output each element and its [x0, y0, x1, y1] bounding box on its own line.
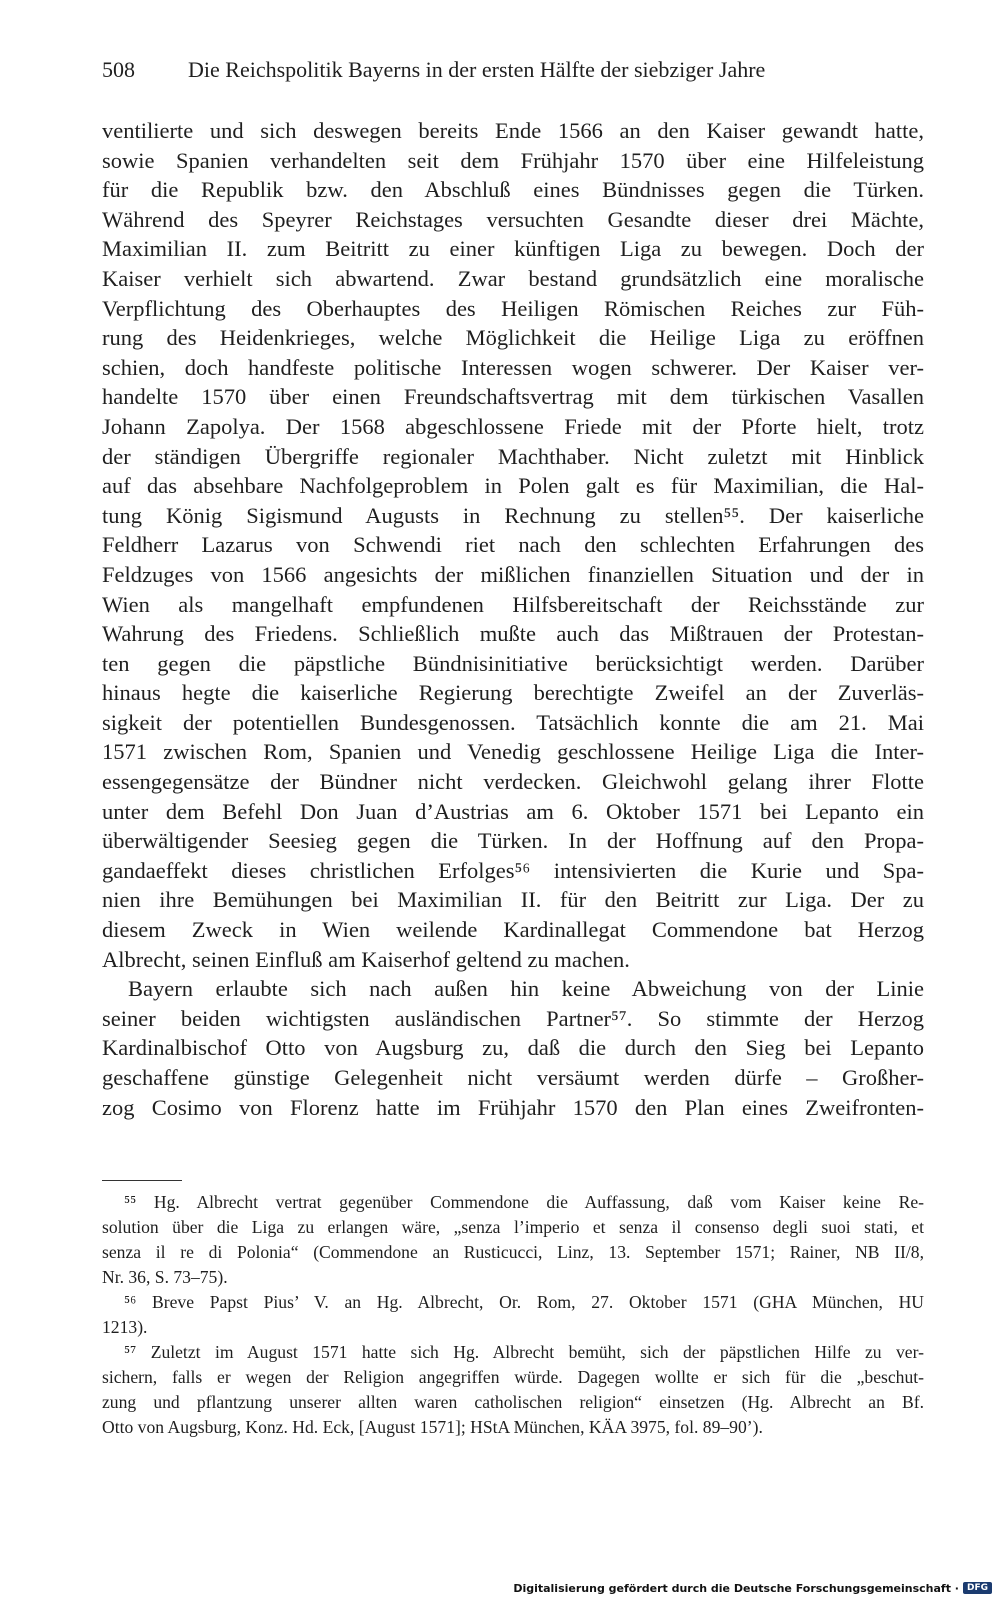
body-text: [102, 116, 924, 1122]
body-line: Kaiser verhielt sich abwartend. Zwar bestand grundsätzlich eine moralische: [102, 265, 924, 291]
body-line: tung König Sigismund Augusts in Rechnung zu stellen⁵⁵. Der kaiserliche: [102, 502, 924, 528]
footnote-line: ⁵⁶ Breve Papst Pius’ V. an Hg. Albrecht, Or. Rom, 27. Oktober 1571 (GHA München, HU: [124, 1292, 924, 1312]
body-line: Bayern erlaubte sich nach außen hin keine Abweichung von der Linie: [128, 976, 924, 1002]
footnote-line: zung und pflantzung unserer allten waren catholischen religion“ einsetzen (Hg. Albrecht an Bf.: [102, 1392, 924, 1412]
footnote-line: 1213).: [102, 1317, 148, 1337]
dfg-logo-icon: DFG: [963, 1582, 992, 1594]
page-number: 508: [102, 57, 135, 82]
body-line: 1571 zwischen Rom, Spanien und Venedig geschlossene Heilige Liga die Inter-: [102, 739, 924, 765]
body-line: schien, doch handfeste politische Interessen wogen schwerer. Der Kaiser ver-: [102, 354, 924, 380]
body-line: ventilierte und sich deswegen bereits Ende 1566 an den Kaiser gewandt hatte,: [102, 118, 924, 143]
footnote-line: solution über die Liga zu erlangen wäre, „senza l’imperio et senza il consenso degli suoi stati, et: [102, 1217, 924, 1237]
running-title: Die Reichspolitik Bayerns in der ersten Hälfte der siebziger Jahre: [188, 57, 766, 82]
body-line: nien ihre Bemühungen bei Maximilian II. für den Beitritt zur Liga. Der zu: [102, 887, 924, 913]
body-line: Kardinalbischof Otto von Augsburg zu, daß die durch den Sieg bei Lepanto: [102, 1035, 924, 1061]
footnote-line: Nr. 36, S. 73–75).: [102, 1267, 228, 1287]
footnote-line: senza il re di Polonia“ (Commendone an Rusticucci, Linz, 13. September 1571; Rainer, NB II/8,: [102, 1242, 924, 1262]
digitization-credit: [513, 1578, 992, 1598]
body-line: sigkeit der potentiellen Bundesgenossen. Tatsächlich konnte die am 21. Mai: [102, 709, 924, 735]
footnote-line: sichern, falls er wegen der Religion angegriffen würde. Dagegen wollte er sich für die „beschut-: [102, 1367, 924, 1387]
body-line: handelte 1570 über einen Freundschaftsvertrag mit dem türkischen Vasallen: [102, 384, 924, 410]
body-line: der ständigen Übergriffe regionaler Machthaber. Nicht zuletzt mit Hinblick: [102, 443, 924, 469]
body-line: zog Cosimo von Florenz hatte im Frühjahr 1570 den Plan eines Zweifronten-: [102, 1094, 924, 1120]
body-line: Wahrung des Friedens. Schließlich mußte auch das Mißtrauen der Protestan-: [102, 621, 924, 647]
body-line: Johann Zapolya. Der 1568 abgeschlossene Friede mit der Pforte hielt, trotz: [102, 413, 924, 439]
body-line: hinaus hegte die kaiserliche Regierung berechtigte Zweifel an der Zuverläs-: [102, 680, 924, 706]
body-line: Wien als mangelhaft empfundenen Hilfsbereitschaft der Reichsstände zur: [102, 591, 924, 617]
footnotes: [102, 1190, 924, 1440]
body-line: seiner beiden wichtigsten ausländischen Partner⁵⁷. So stimmte der Herzog: [102, 1005, 924, 1031]
footnote-rule: [102, 1180, 182, 1181]
running-head: [102, 56, 842, 84]
footnote-line: ⁵⁷ Zuletzt im August 1571 hatte sich Hg. Albrecht bemüht, sich der päpstlichen Hilfe zu ver-: [124, 1342, 924, 1362]
body-line: rung des Heidenkrieges, welche Möglichkeit die Heilige Liga zu eröffnen: [102, 325, 924, 351]
body-line: ten gegen die päpstliche Bündnisinitiative berücksichtigt werden. Darüber: [102, 650, 924, 676]
body-line: Maximilian II. zum Beitritt zu einer künftigen Liga zu bewegen. Doch der: [102, 236, 924, 262]
body-line: Verpflichtung des Oberhauptes des Heiligen Römischen Reiches zur Füh-: [102, 295, 924, 321]
body-line: für die Republik bzw. den Abschluß eines Bündnisses gegen die Türken.: [102, 177, 924, 203]
body-line: gandaeffekt dieses christlichen Erfolges⁵⁶ intensivierten die Kurie und Spa-: [102, 857, 924, 883]
body-line: auf das absehbare Nachfolgeproblem in Polen galt es für Maximilian, die Hal-: [102, 473, 924, 499]
body-line: Feldherr Lazarus von Schwendi riet nach den schlechten Erfahrungen des: [102, 532, 924, 558]
credit-text: Digitalisierung gefördert durch die Deutsche Forschungsgemeinschaft ·: [513, 1581, 959, 1595]
body-line: Feldzuges von 1566 angesichts der mißlichen finanziellen Situation und der in: [102, 561, 924, 587]
body-line: Während des Speyrer Reichstages versuchten Gesandte dieser drei Mächte,: [102, 206, 924, 232]
body-line: Albrecht, seinen Einfluß am Kaiserhof geltend zu machen.: [102, 946, 630, 972]
body-line: essengegensätze der Bündner nicht verdecken. Gleichwohl gelang ihrer Flotte: [102, 769, 924, 795]
body-line: sowie Spanien verhandelten seit dem Frühjahr 1570 über eine Hilfeleistung: [102, 147, 924, 173]
footnote-line: ⁵⁵ Hg. Albrecht vertrat gegenüber Commendone die Auffassung, daß vom Kaiser keine Re-: [124, 1192, 924, 1212]
body-line: unter dem Befehl Don Juan d’Austrias am 6. Oktober 1571 bei Lepanto ein: [102, 798, 924, 824]
body-line: geschaffene günstige Gelegenheit nicht versäumt werden dürfe – Großher-: [102, 1065, 924, 1090]
body-line: diesem Zweck in Wien weilende Kardinallegat Commendone bat Herzog: [102, 917, 924, 943]
footnote-line: Otto von Augsburg, Konz. Hd. Eck, [August 1571]; HStA München, KÄA 3975, fol. 89–90’).: [102, 1417, 763, 1437]
body-line: überwältigender Seesieg gegen die Türken. In der Hoffnung auf den Propa-: [102, 828, 924, 854]
